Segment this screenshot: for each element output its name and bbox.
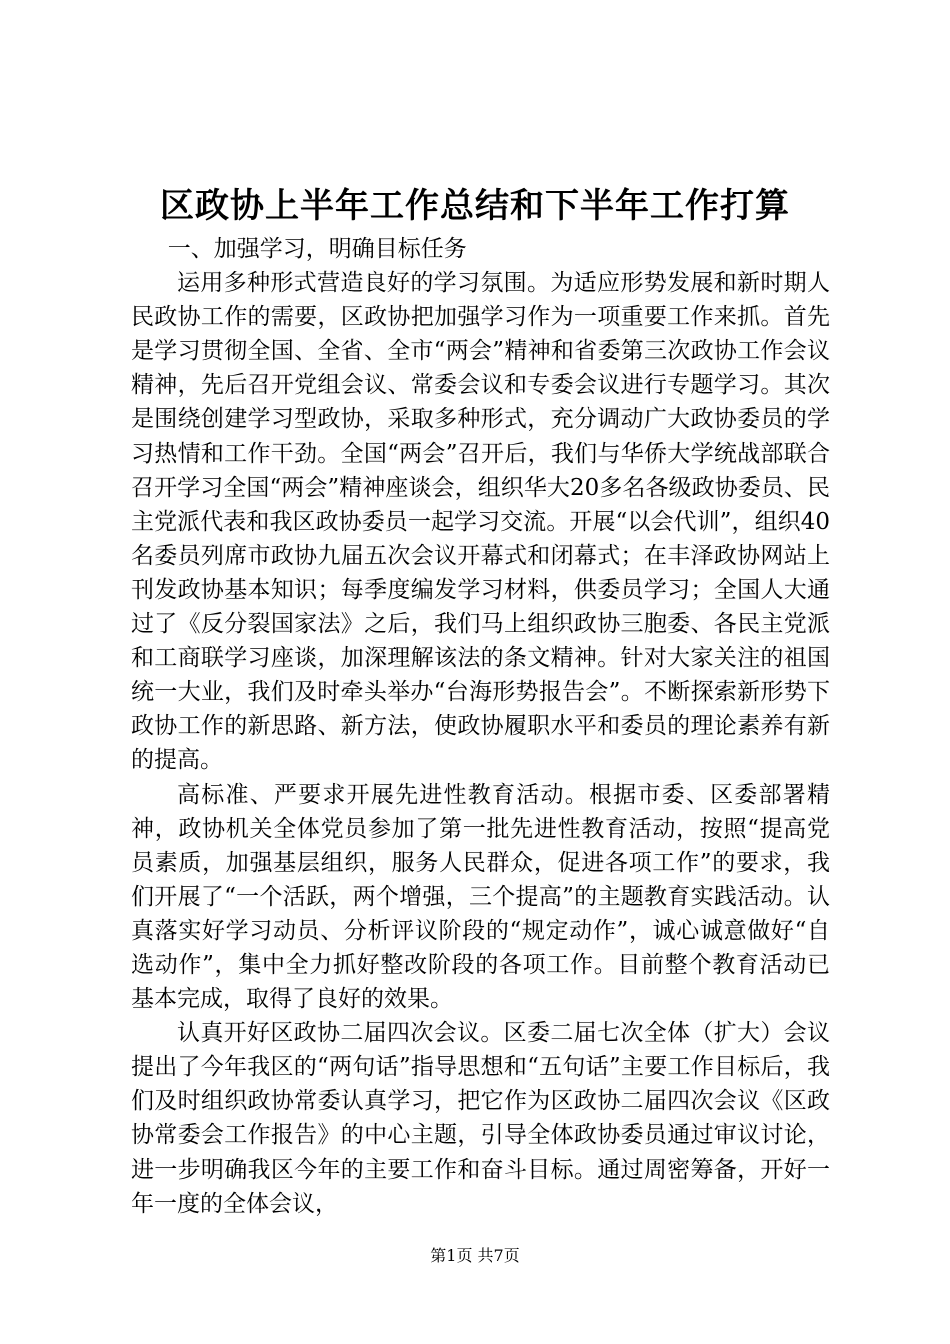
paragraph-learning: 运用多种形式营造良好的学习氛围。为适应形势发展和新时期人民政协工作的需要，区政协把加强学习作为一项重要工作来抓。首先是学习贯彻全国、全省、全市“两会”精神和省委第三次政协工作会议精神，先后召开党组会议、常委会议和专委会议进行专题学习。其次是围绕创建学习型政协，采取多种形式，充分调动广大政协委员的学习热情和工作干劲。全国“两会”召开后，我们与华侨大学统战部联合召开学习全国“两会”精神座谈会，组织华大20多名各级政协委员、民主党派代表和我区政协委员一起学习交流。开展“以会代训”，组织40名委员列席市政协九届五次会议开幕式和闭幕式；在丰泽政协网站上刊发政协基本知识；每季度编发学习材料，供委员学习；全国人大通过了《反分裂国家法》之后，我们马上组织政协三胞委、各民主党派和工商联学习座谈，加深理解该法的条文精神。针对大家关注的祖国统一大业，我们及时牵头举办“台海形势报告会”。不断探索新形势下政协工作的新思路、新方法，使政协履职水平和委员的理论素养有新的提高。 [131, 270, 830, 774]
document-title: 区政协上半年工作总结和下半年工作打算 [160, 186, 790, 226]
document-body [131, 232, 830, 1221]
paragraph-meeting: 认真开好区政协二届四次会议。区委二届七次全体（扩大）会议提出了今年我区的“两句话”指导思想和“五句话”主要工作目标后，我们及时组织政协常委认真学习，把它作为区政协二届四次会议《区政协常委会工作报告》的中心主题，引导全体政协委员通过审议讨论，进一步明确我区今年的主要工作和奋斗目标。通过周密筹备，开好一年一度的全体会议， [131, 1020, 830, 1217]
section-heading: 一、加强学习，明确目标任务 [167, 236, 467, 262]
page-number: 第1页 [430, 1246, 473, 1265]
page-total: 共7页 [477, 1246, 520, 1265]
page-footer [0, 1245, 950, 1267]
paragraph-education: 高标准、严要求开展先进性教育活动。根据市委、区委部署精神，政协机关全体党员参加了第一批先进性教育活动，按照“提高党员素质，加强基层组织，服务人民群众，促进各项工作”的要求，我们开展了“一个活跃，两个增强，三个提高”的主题教育实践活动。认真落实好学习动员、分析评议阶段的“规定动作”，诚心诚意做好“自选动作”，集中全力抓好整改阶段的各项工作。目前整个教育活动已基本完成，取得了良好的效果。 [131, 781, 830, 1013]
